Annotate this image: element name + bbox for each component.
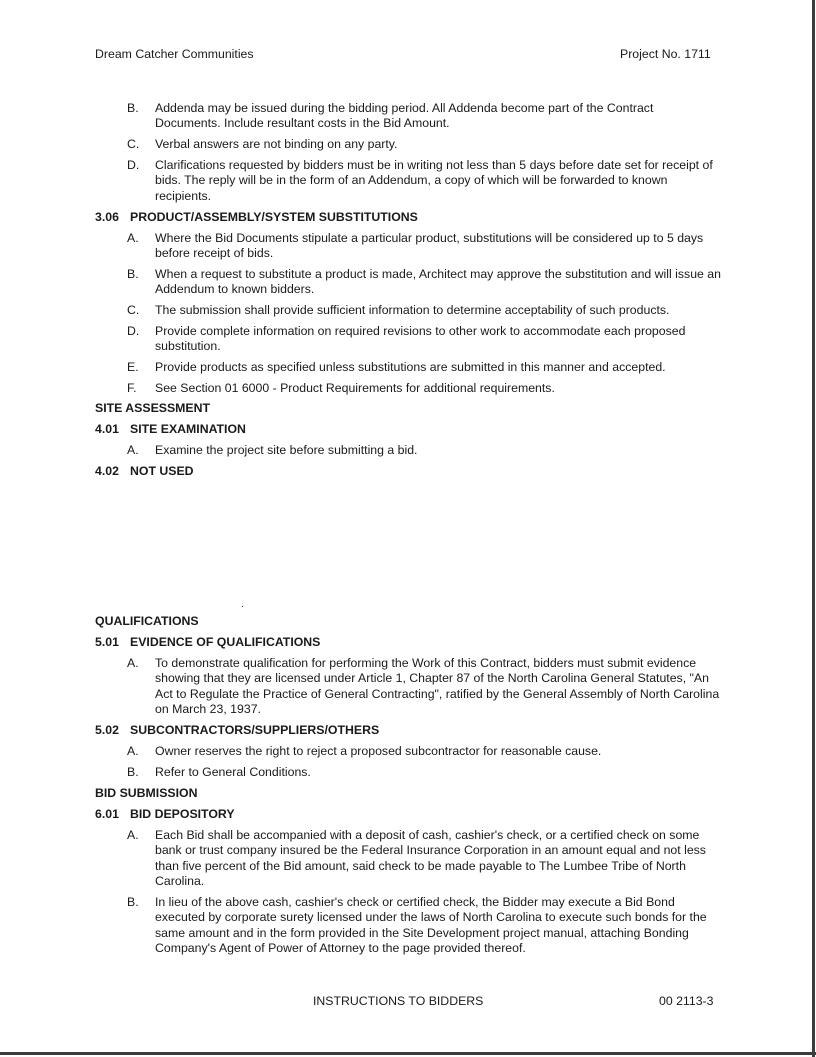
item-letter: D. bbox=[127, 324, 140, 338]
item-letter: F. bbox=[127, 381, 137, 395]
section-number: 5.01 bbox=[95, 635, 119, 649]
list-item bbox=[127, 267, 727, 298]
list-item bbox=[127, 303, 727, 318]
section-title: EVIDENCE OF QUALIFICATIONS bbox=[130, 635, 321, 649]
list-item bbox=[127, 158, 727, 204]
section-heading-5-02 bbox=[95, 723, 379, 737]
item-letter: A. bbox=[127, 744, 139, 758]
item-text: Addenda may be issued during the bidding period. All Addenda become part of the Contract Documents. Include resultant costs in the Bid Amount. bbox=[155, 101, 654, 131]
section-number: 5.02 bbox=[95, 723, 119, 737]
item-text: Provide products as specified unless substitutions are submitted in this manner and accepted. bbox=[155, 360, 666, 374]
section-number: 3.06 bbox=[95, 210, 119, 224]
item-letter: D. bbox=[127, 158, 140, 172]
list-item bbox=[127, 381, 727, 396]
list-item bbox=[127, 765, 727, 780]
item-text: Owner reserves the right to reject a proposed subcontractor for reasonable cause. bbox=[155, 744, 602, 758]
header-company: Dream Catcher Communities bbox=[95, 47, 254, 61]
item-letter: B. bbox=[127, 267, 139, 281]
item-letter: C. bbox=[127, 303, 140, 317]
item-letter: A. bbox=[127, 443, 139, 457]
item-letter: A. bbox=[127, 231, 139, 245]
item-text: When a request to substitute a product is made, Architect may approve the substitution and will issue an Addendum to known bidders. bbox=[155, 267, 721, 297]
item-text: To demonstrate qualification for performing the Work of this Contract, bidders must submit evidence showing that they are licensed under Article 1, Chapter 87 of the North Carolina General Statutes, "An Act to Regulate the Practice of General Contracting", ratified by the General Assembly of North Carolina on March 23, 1937. bbox=[155, 656, 720, 717]
section-heading-4-01 bbox=[95, 422, 246, 436]
item-text: Provide complete information on required revisions to other work to accommodate each proposed substitution. bbox=[155, 324, 686, 354]
list-item bbox=[127, 101, 727, 132]
list-item bbox=[127, 360, 727, 375]
list-item bbox=[127, 828, 727, 890]
section-heading-6-01 bbox=[95, 807, 235, 821]
item-letter: A. bbox=[127, 828, 139, 842]
item-text: Where the Bid Documents stipulate a particular product, substitutions will be considered up to 5 days before receipt of bids. bbox=[155, 231, 704, 261]
article-heading-bid-submission: BID SUBMISSION bbox=[95, 786, 198, 800]
section-heading-3-06 bbox=[95, 210, 418, 224]
section-number: 4.02 bbox=[95, 464, 119, 478]
section-title: PRODUCT/ASSEMBLY/SYSTEM SUBSTITUTIONS bbox=[130, 210, 418, 224]
list-item bbox=[127, 231, 727, 262]
item-text: Clarifications requested by bidders must be in writing not less than 5 days before date set for receipt of bids. The reply will be in the form of an Addendum, a copy of which will be forwarded to known recipients. bbox=[155, 158, 713, 203]
list-item bbox=[127, 443, 727, 458]
item-text: The submission shall provide sufficient information to determine acceptability of such products. bbox=[155, 303, 670, 317]
footer-document-title: INSTRUCTIONS TO BIDDERS bbox=[313, 994, 484, 1008]
header-project-number: Project No. 1711 bbox=[620, 47, 711, 61]
item-letter: E. bbox=[127, 360, 139, 374]
item-letter: B. bbox=[127, 895, 139, 909]
page-edge-right bbox=[812, 0, 815, 1057]
article-heading-site-assessment: SITE ASSESSMENT bbox=[95, 401, 211, 415]
item-text: Examine the project site before submitting a bid. bbox=[155, 443, 418, 457]
section-heading-5-01 bbox=[95, 635, 320, 649]
list-item bbox=[127, 895, 727, 957]
section-title: SITE EXAMINATION bbox=[130, 422, 246, 436]
section-heading-4-02 bbox=[95, 464, 194, 478]
list-item bbox=[127, 324, 727, 355]
item-text: Refer to General Conditions. bbox=[155, 765, 311, 779]
section-title: NOT USED bbox=[130, 464, 194, 478]
item-text: In lieu of the above cash, cashier's check or certified check, the Bidder may execute a Bid Bond executed by corporate surety licensed under the laws of North Carolina to execute such bonds for the same amount and in the form provided in the Site Development project manual, attaching Bonding Company's Agent of Power of Attorney to the page provided thereof. bbox=[155, 895, 707, 956]
item-letter: C. bbox=[127, 137, 140, 151]
item-text: Verbal answers are not binding on any party. bbox=[155, 137, 398, 151]
section-number: 4.01 bbox=[95, 422, 119, 436]
list-item bbox=[127, 744, 727, 759]
item-letter: A. bbox=[127, 656, 139, 670]
item-text: See Section 01 6000 - Product Requirements for additional requirements. bbox=[155, 381, 555, 395]
article-heading-qualifications: QUALIFICATIONS bbox=[95, 614, 199, 628]
list-item bbox=[127, 656, 727, 718]
item-text: Each Bid shall be accompanied with a deposit of cash, cashier's check, or a certified check on some bank or trust company insured be the Federal Insurance Corporation in an amount equal and not less than five percent of the Bid amount, said check to be made payable to The Lumbee Tribe of North Carolina. bbox=[155, 828, 706, 889]
item-letter: B. bbox=[127, 101, 139, 115]
section-number: 6.01 bbox=[95, 807, 119, 821]
item-letter: B. bbox=[127, 765, 139, 779]
footer-page-number: 00 2113-3 bbox=[659, 994, 714, 1008]
section-title: BID DEPOSITORY bbox=[130, 807, 235, 821]
section-title: SUBCONTRACTORS/SUPPLIERS/OTHERS bbox=[130, 723, 380, 737]
stray-mark: . bbox=[241, 599, 244, 610]
page-edge-bottom bbox=[0, 1052, 816, 1055]
list-item bbox=[127, 137, 727, 152]
